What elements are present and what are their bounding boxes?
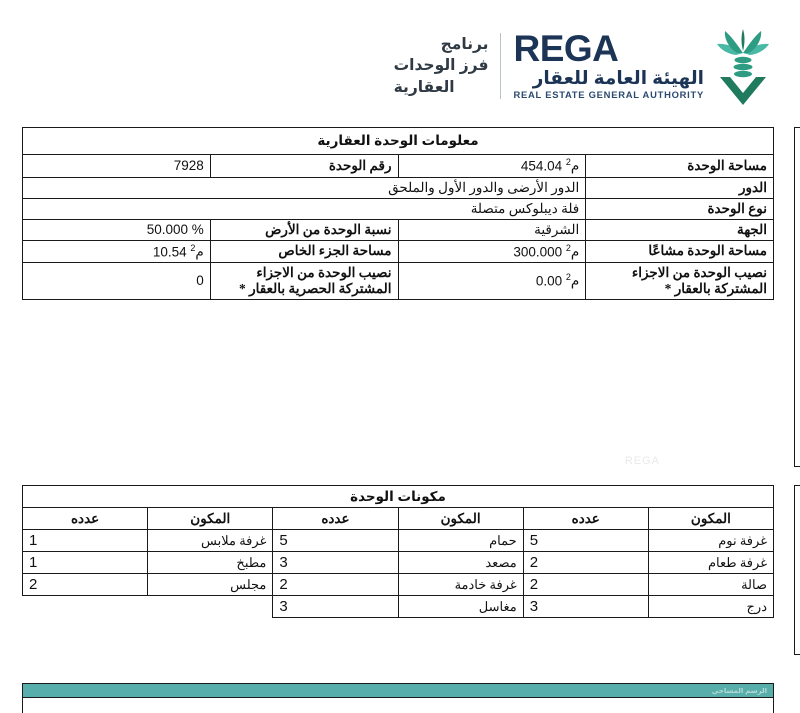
col-header-name-1: المكون bbox=[648, 508, 773, 530]
col-header-count-2: عدده bbox=[273, 508, 398, 530]
brand-latin-text: REGA bbox=[513, 28, 619, 70]
empty-cell bbox=[23, 596, 148, 618]
part-count: 3 bbox=[273, 552, 398, 574]
row-value-unit-number: 7928 bbox=[23, 155, 211, 178]
table-row bbox=[23, 263, 774, 300]
program-title bbox=[380, 34, 489, 98]
row-value-floor: الدور الأرضى والدور الأول والملحق bbox=[23, 177, 586, 198]
table-row bbox=[23, 574, 774, 596]
part-name: حمام bbox=[398, 530, 523, 552]
table-row bbox=[23, 177, 774, 198]
part-name: درج bbox=[648, 596, 773, 618]
program-line-2: فرز الوحدات bbox=[393, 57, 489, 75]
table-row bbox=[23, 219, 774, 240]
document-header bbox=[0, 18, 800, 114]
row-value-area-sup: 2 bbox=[565, 157, 571, 167]
part-count: 1 bbox=[23, 552, 148, 574]
part-count: 5 bbox=[523, 530, 648, 552]
part-name: مصعد bbox=[398, 552, 523, 574]
table-row bbox=[23, 552, 774, 574]
program-line-1-text: برنامج bbox=[440, 35, 489, 53]
header-divider bbox=[500, 33, 501, 99]
col-header-name-2: المكون bbox=[398, 508, 523, 530]
third-section-title: الرسم المساحي bbox=[711, 688, 767, 695]
row-value-private-area-sup: 2 bbox=[190, 242, 196, 253]
row-value-private-area-text: 10.54 م bbox=[152, 244, 204, 260]
clipped-column-edge bbox=[794, 127, 800, 467]
row-value-area bbox=[398, 155, 586, 178]
part-name: مجلس bbox=[148, 574, 273, 596]
row-label-floor: الدور bbox=[586, 177, 774, 198]
part-count: 2 bbox=[273, 574, 398, 596]
row-label-share-common: نصيب الوحدة من الاجزاء المشتركة بالعقار * bbox=[586, 263, 774, 300]
row-value-share-common-text: 0.00 م bbox=[535, 273, 580, 289]
third-section-banner bbox=[23, 684, 773, 698]
row-value-share-exclusive: 0 bbox=[23, 263, 211, 300]
table-row bbox=[23, 155, 774, 178]
row-value-private-area bbox=[23, 240, 211, 263]
part-name: مغاسل bbox=[398, 596, 523, 618]
row-label-share-exclusive: نصيب الوحدة من الاجزاء المشتركة الحصرية بالعقار * bbox=[210, 263, 398, 300]
row-label-common-area: مساحة الوحدة مشاعًا bbox=[586, 240, 774, 263]
col-header-count-3: عدده bbox=[23, 508, 148, 530]
row-value-land-ratio: 50.000 % bbox=[23, 219, 211, 240]
row-value-direction: الشرقية bbox=[398, 219, 586, 240]
unit-info-banner-row bbox=[23, 128, 774, 155]
program-line-3: العقارية bbox=[393, 78, 455, 96]
col-header-count-1: عدده bbox=[523, 508, 648, 530]
part-count: 2 bbox=[523, 574, 648, 596]
row-value-share-common-sup: 2 bbox=[565, 272, 571, 283]
row-value-common-area-text: 300.000 م bbox=[513, 244, 580, 259]
part-name: غرفة خادمة bbox=[398, 574, 523, 596]
table-row bbox=[23, 530, 774, 552]
part-name: غرفة طعام bbox=[648, 552, 773, 574]
part-count: 3 bbox=[273, 596, 398, 618]
part-count: 2 bbox=[523, 552, 648, 574]
part-name: مطبخ bbox=[148, 552, 273, 574]
unit-parts-header-row bbox=[23, 508, 774, 530]
table-row bbox=[23, 198, 774, 219]
col-header-name-3: المكون bbox=[148, 508, 273, 530]
row-value-area-text: 454.04 م bbox=[520, 158, 580, 174]
part-name: صالة bbox=[648, 574, 773, 596]
clipped-column-edge-2 bbox=[794, 485, 800, 655]
part-name: غرفة نوم bbox=[648, 530, 773, 552]
page-watermark: REGA bbox=[624, 455, 660, 467]
unit-parts-table bbox=[22, 485, 774, 618]
row-value-common-area bbox=[398, 240, 586, 263]
unit-info-title: معلومات الوحدة العقارية bbox=[23, 128, 774, 155]
part-count: 5 bbox=[273, 530, 398, 552]
program-line-1 bbox=[394, 34, 489, 55]
unit-info-table bbox=[22, 127, 774, 300]
rega-wordmark bbox=[513, 28, 704, 101]
rega-logo bbox=[513, 27, 782, 105]
palm-tree-logo-icon bbox=[712, 27, 774, 105]
row-label-unit-type: نوع الوحدة bbox=[586, 198, 774, 219]
table-row bbox=[23, 596, 774, 618]
row-value-common-area-sup: 2 bbox=[565, 242, 571, 253]
unit-parts-banner-row bbox=[23, 486, 774, 508]
part-count: 1 bbox=[23, 530, 148, 552]
part-count: 3 bbox=[523, 596, 648, 618]
empty-cell bbox=[148, 596, 273, 618]
brand-arabic-text: الهيئة العامة للعقار bbox=[532, 66, 704, 88]
row-label-land-ratio: نسبة الوحدة من الأرض bbox=[210, 219, 398, 240]
row-label-area: مساحة الوحدة bbox=[586, 155, 774, 178]
table-row bbox=[23, 240, 774, 263]
brand-english-text: REAL ESTATE GENERAL AUTHORITY bbox=[513, 89, 704, 101]
row-value-unit-type: فلة ديبلوكس متصلة bbox=[23, 198, 586, 219]
row-value-share-common bbox=[398, 263, 586, 300]
row-label-direction: الجهة bbox=[586, 219, 774, 240]
row-label-private-area: مساحة الجزء الخاص bbox=[210, 240, 398, 263]
third-section-table bbox=[22, 683, 774, 713]
part-count: 2 bbox=[23, 574, 148, 596]
row-label-unit-number: رقم الوحدة bbox=[210, 155, 398, 178]
unit-parts-title: مكونات الوحدة bbox=[23, 486, 774, 508]
part-name: غرفة ملابس bbox=[148, 530, 273, 552]
